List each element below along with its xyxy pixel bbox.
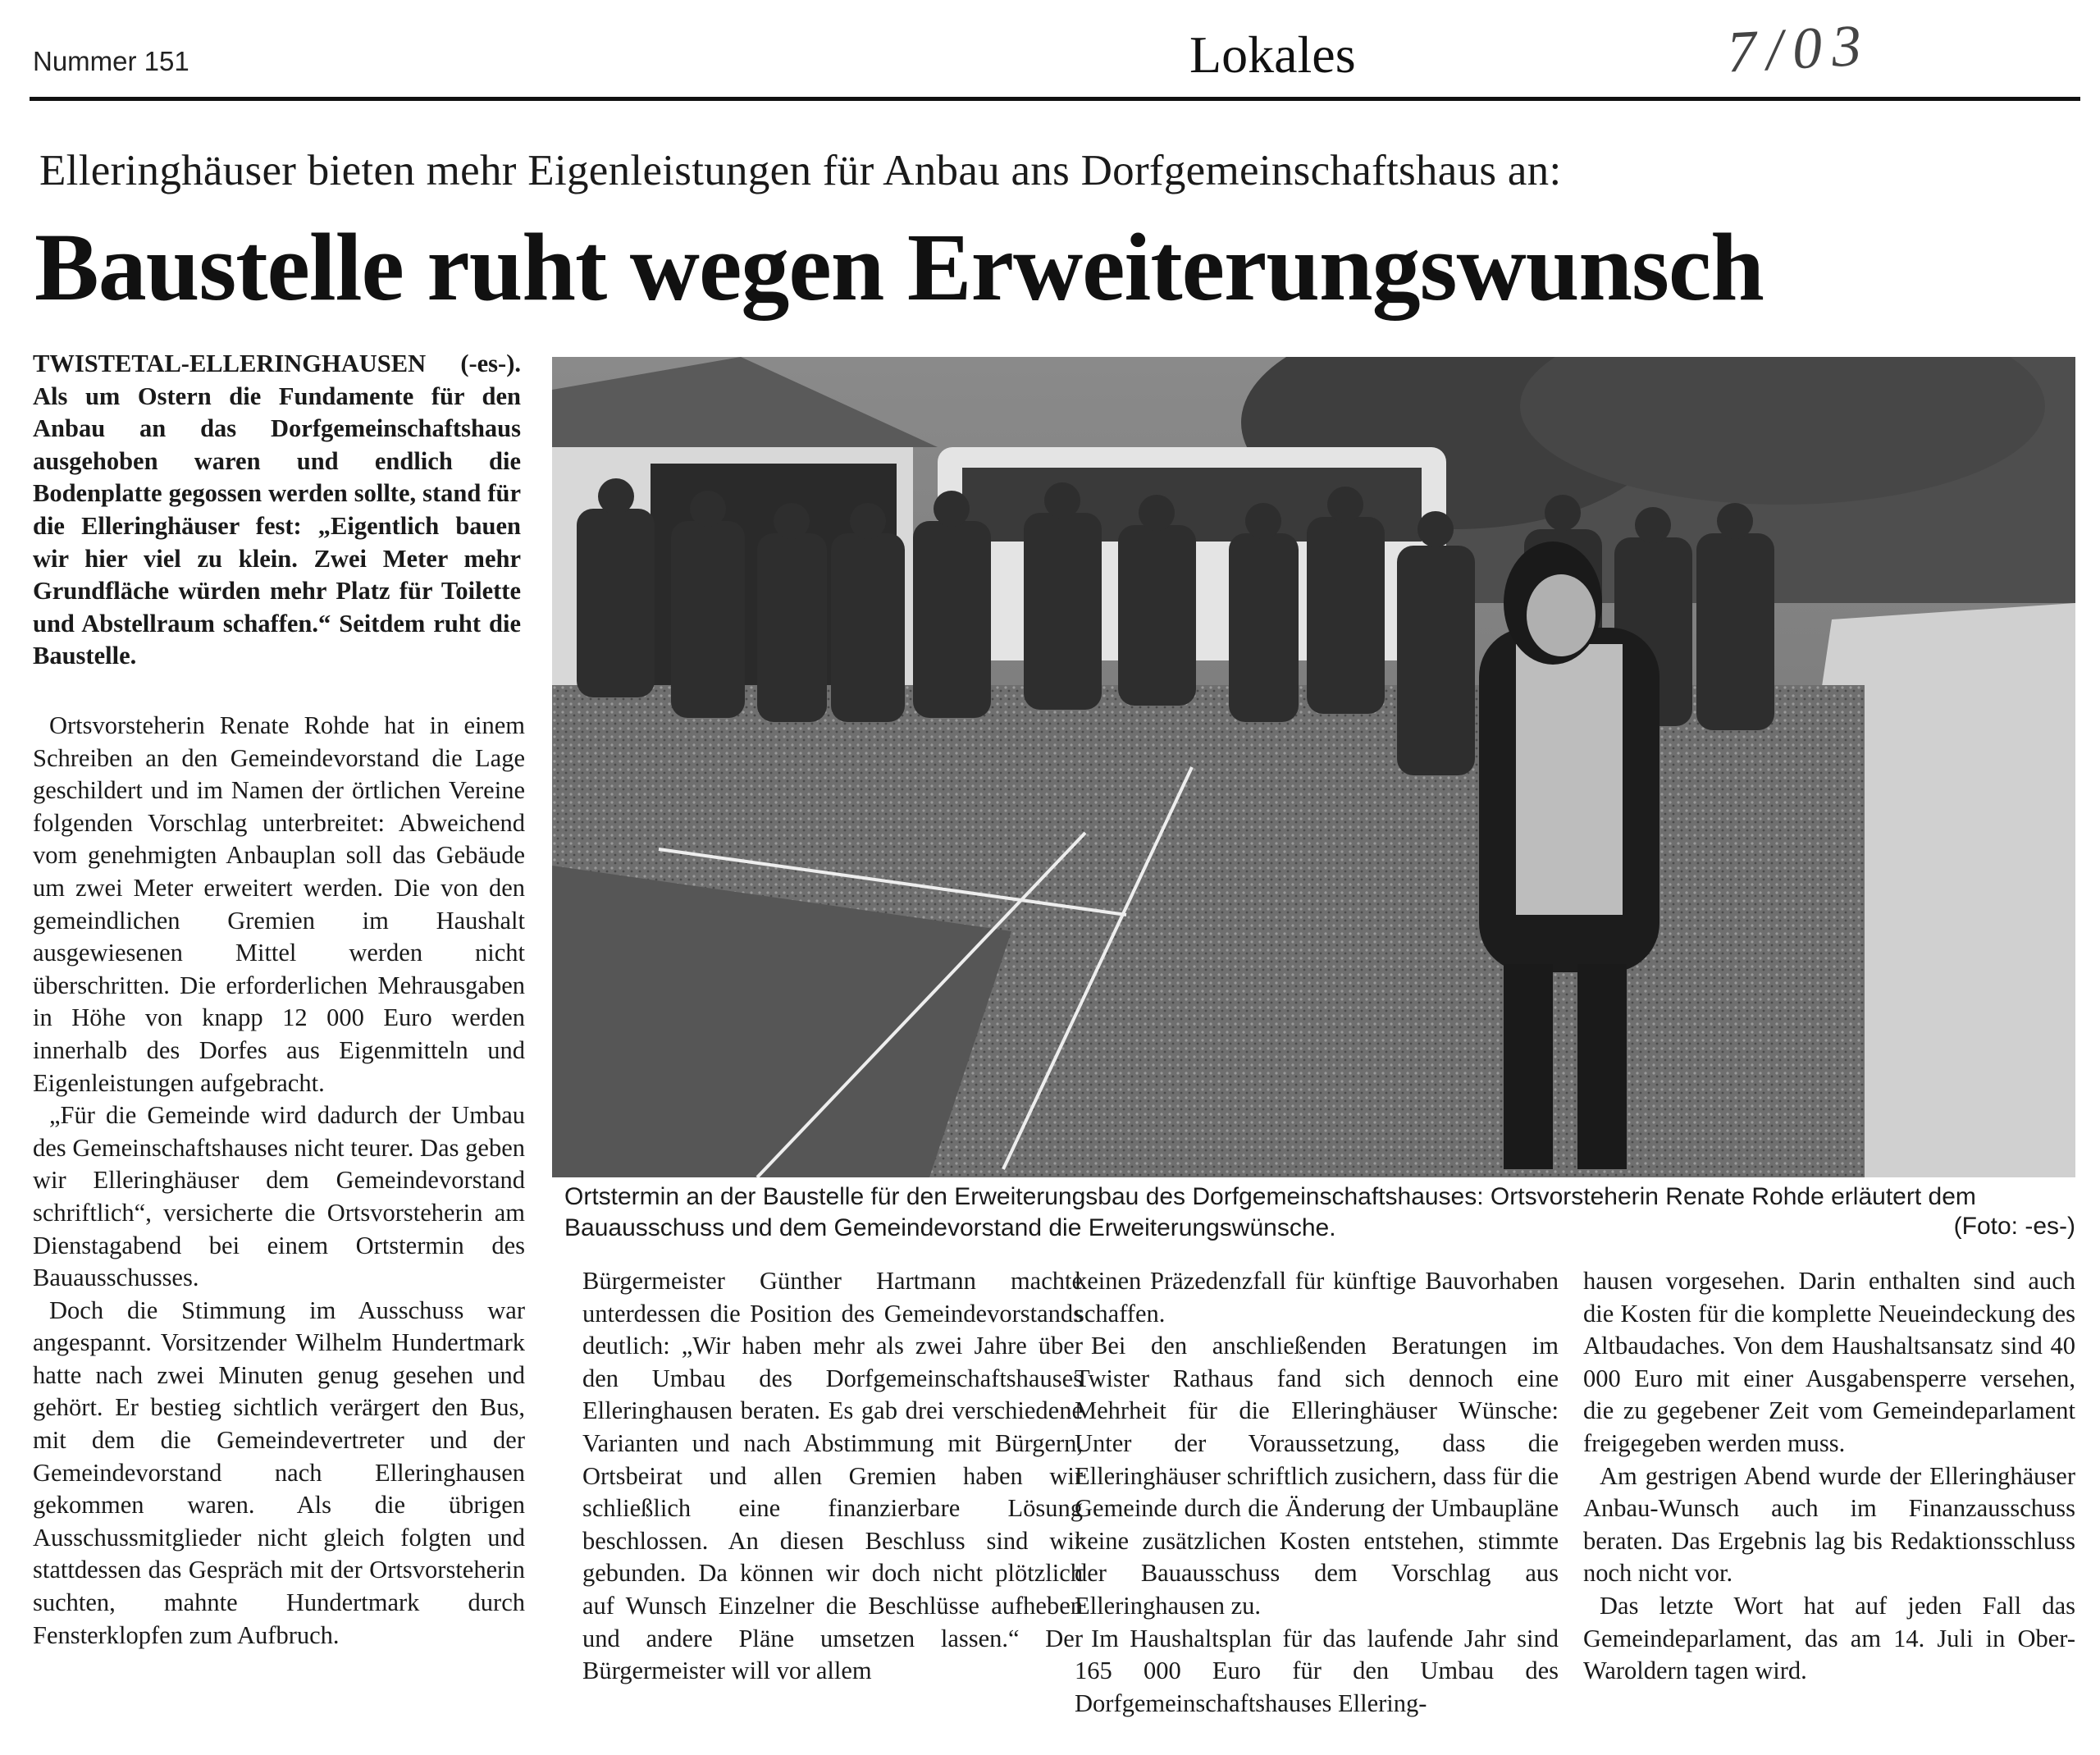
paragraph: Ortsvorsteherin Renate Rohde hat in einem Schreiben an den Gemeindevorstand die Lage geschildert und im Namen der örtlichen Vereine folgenden Vorschlag unterbreitet: Abweichend vom genehmigten Anbauplan soll das Gebäude um zwei Meter erweitert werden. Die von den gemeindlichen Gremien im Haushalt ausgewiesenen Mittel werden nicht überschritten. Die erforderlichen Mehrausgaben in Höhe von knapp 12 000 Euro werden innerhalb des Dorfes aus Eigenmitteln und Eigenleistungen aufgebracht. <box>33 711 525 1097</box>
header-rule <box>30 97 2080 101</box>
paragraph: hausen vorgesehen. Darin enthalten sind auch die Kosten für die komplette Neueindeckung des Altbaudaches. Von dem Haushaltsansatz sind 40 000 Euro mit einer Ausgabensperre versehen, die zu gegebener Zeit vom Gemeindeparlament freigegeben werden muss. <box>1583 1267 2075 1457</box>
section-title: Lokales <box>1189 25 1356 84</box>
photo-image <box>552 357 2075 1177</box>
paragraph: Das letzte Wort hat auf jeden Fall das Gemeindeparlament, das am 14. Juli in Ober-Waroldern tagen wird. <box>1583 1591 2075 1685</box>
paragraph: „Für die Gemeinde wird dadurch der Umbau des Gemeinschaftshauses nicht teurer. Das geben wir Elleringhäuser dem Gemeindevorstand schriftlich“, versicherte die Ortsvorsteherin am Dienstagabend bei einem Ortstermin des Bauausschusses. <box>33 1101 525 1292</box>
paragraph: Am gestrigen Abend wurde der Elleringhäuser Anbau-Wunsch auch im Finanzausschuss beraten. Das Ergebnis lag bis Redaktionsschluss noch nicht vor. <box>1583 1461 2075 1588</box>
article-column-2 <box>582 1265 1083 1688</box>
article-headline: Baustelle ruht wegen Erweiterungswunsch <box>34 213 1764 321</box>
paragraph: Doch die Stimmung im Ausschuss war angespannt. Vorsitzender Wilhelm Hundertmark hatte nach zwei Minuten genug gesehen und gehört. Er bestieg sichtlich verärgert den Bus, mit dem die Gemeindevertreter und der Gemeindevorstand nach Elleringhausen gekommen waren. Als die übrigen Ausschussmitglieder nicht gleich folgten und stattdessen das Gespräch mit der Ortsvorsteherin suchten, mahnte Hundertmark durch Fensterklopfen zum Aufbruch. <box>33 1296 525 1649</box>
paragraph: Im Haushaltsplan für das laufende Jahr sind 165 000 Euro für den Umbau des Dorfgemeinschaftshauses Ellering- <box>1075 1624 1559 1717</box>
issue-number: Nummer 151 <box>33 46 189 76</box>
article-lead <box>33 348 521 673</box>
lead-paragraph: TWISTETAL-ELLERINGHAUSEN (-es-). Als um Ostern die Fundamente für den Anbau an das Dorfgemeinschaftshaus ausgehoben waren und endlich die Bodenplatte gegossen werden sollte, stand für die Elleringhäuser fest: „Eigentlich bauen wir hier viel zu klein. Zwei Meter mehr Grundfläche würden mehr Platz für Toilette und Abstellraum schaffen.“ Seitdem ruht die Baustelle. <box>33 350 521 670</box>
article-column-4 <box>1583 1265 2075 1688</box>
photo-caption: Ortstermin an der Baustelle für den Erweiterungsbau des Dorfgemeinschaftshauses: Ortsvorsteherin Renate Rohde erläutert dem Bauausschuss und dem Gemeindevorstand die Erweiterungswünsche. <box>564 1183 1976 1241</box>
photo-credit: (Foto: -es-) <box>1953 1213 2075 1240</box>
paragraph: keinen Präzedenzfall für künftige Bauvorhaben schaffen. <box>1075 1267 1559 1328</box>
article-column-1 <box>33 710 525 1652</box>
paragraph: Bürgermeister Günther Hartmann machte unterdessen die Position des Gemeindevorstands deutlich: „Wir haben mehr als zwei Jahre über den Umbau des Dorfgemeinschaftshauses Elleringhausen beraten. Es gab drei verschiedene Varianten und nach Abstimmung mit Bürgern, Ortsbeirat und allen Gremien haben wir schließlich eine finanzierbare Lösung beschlossen. An diesen Beschluss sind wir gebunden. Da können wir doch nicht plötzlich auf Wunsch Einzelner die Beschlüsse aufheben und andere Pläne umsetzen lassen.“ Der Bürgermeister will vor allem <box>582 1267 1083 1685</box>
handwritten-note: 7/03 <box>1725 11 1873 85</box>
article-subtitle: Elleringhäuser bieten mehr Eigenleistungen für Anbau ans Dorfgemeinschaftshaus an: <box>39 147 1562 194</box>
article-column-3 <box>1075 1265 1559 1720</box>
paragraph: Bei den anschließenden Beratungen im Twister Rathaus fand sich dennoch eine Mehrheit für die Elleringhäuser Wünsche: Unter der Voraussetzung, dass die Elleringhäuser schriftlich zusichern, dass für die Gemeinde durch die Änderung der Umbaupläne keine zusätzlichen Kosten entstehen, stimmte der Bauausschuss dem Vorschlag aus Elleringhausen zu. <box>1075 1332 1559 1620</box>
article-photo <box>552 357 2075 1177</box>
